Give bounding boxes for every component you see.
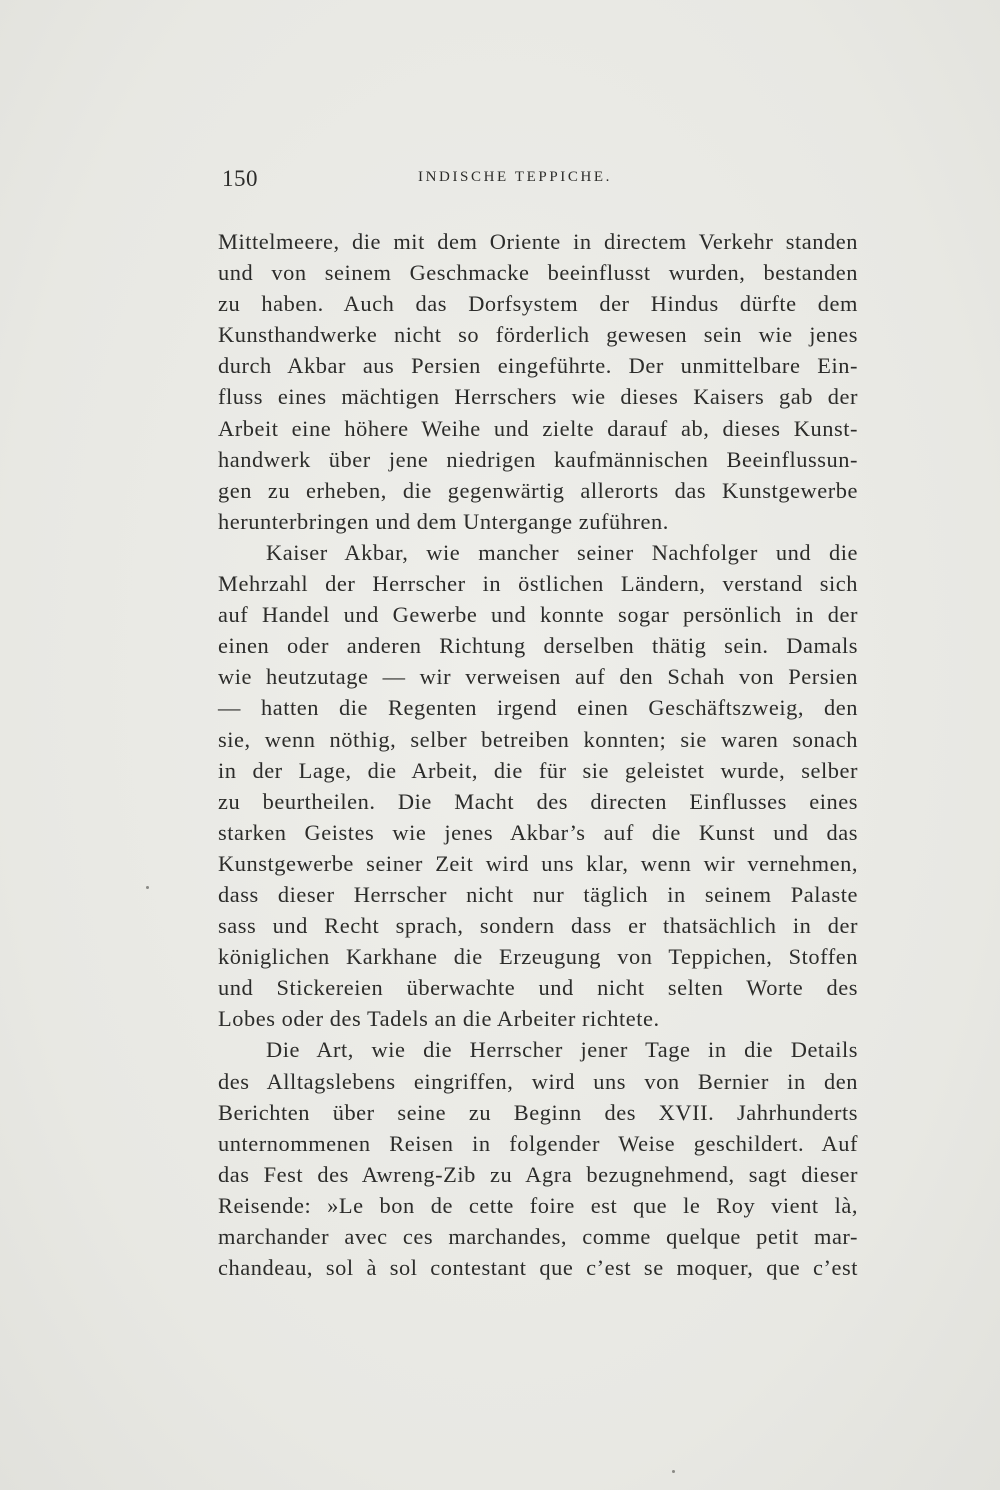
text-line: das Fest des Awreng-Zib zu Agra bezugnehmend, sagt dieser [218,1161,858,1187]
text-line: fluss eines mächtigen Herrschers wie dieses Kaisers gab der [218,384,858,410]
text-line: zu beurtheilen. Die Macht des directen Einflusses eines [218,788,858,814]
text-line: Mittelmeere, die mit dem Oriente in directem Verkehr standen [218,229,858,254]
body-text [218,226,858,1283]
text-line: handwerk über jene niedrigen kaufmännischen Beeinflussun- [218,446,858,472]
text-line: zu haben. Auch das Dorfsystem der Hindus dürfte dem [218,291,858,317]
text-line: Die Art, wie die Herrscher jener Tage in die Details [266,1037,858,1063]
paragraph [218,226,858,537]
text-line: gen zu erheben, die gegenwärtig allerorts das Kunstgewerbe [218,477,858,503]
text-line: und Stickereien überwachte und nicht selten Worte des [218,975,858,1001]
paragraph [218,537,858,1035]
text-line: starken Geistes wie jenes Akbar’s auf die Kunst und das [218,819,858,845]
running-title: INDISCHE TEPPICHE. [418,169,613,185]
text-line: königlichen Karkhane die Erzeugung von Teppichen, Stoffen [218,944,858,970]
paper-speck [672,1470,675,1473]
text-line: in der Lage, die Arbeit, die für sie geleistet wurde, selber [218,757,858,783]
text-line: Berichten über seine zu Beginn des XVII. Jahrhunderts [218,1099,858,1125]
text-line: des Alltagslebens eingriffen, wird uns von Bernier in den [218,1068,858,1094]
text-line: wie heutzutage — wir verweisen auf den Schah von Persien [218,664,858,690]
paragraph [218,1034,858,1283]
text-line: unternommenen Reisen in folgender Weise geschildert. Auf [218,1130,858,1156]
paper-speck [146,886,149,889]
text-line: sie, wenn nöthig, selber betreiben konnten; sie waren sonach [218,726,858,752]
text-line: chandeau, sol à sol contestant que c’est se moquer, que c’est [218,1255,858,1281]
text-line: Kaiser Akbar, wie mancher seiner Nachfolger und die [266,539,858,565]
text-line: — hatten die Regenten irgend einen Geschäftszweig, den [218,695,858,721]
text-line: Kunstgewerbe seiner Zeit wird uns klar, wenn wir vernehmen, [218,850,858,876]
text-line: Reisende: »Le bon de cette foire est que le Roy vient là, [218,1192,858,1218]
text-line: einen oder anderen Richtung derselben thätig sein. Damals [218,633,858,659]
text-line: und von seinem Geschmacke beeinflusst wurden, bestanden [218,260,858,286]
text-line: sass und Recht sprach, sondern dass er thatsächlich in der [218,913,858,939]
text-line: Kunsthandwerke nicht so förderlich gewesen sein wie jenes [218,322,858,348]
text-line: Arbeit eine höhere Weihe und zielte darauf ab, dieses Kunst- [218,415,858,441]
text-line: herunterbringen und dem Untergange zuführen. [218,508,669,534]
text-line: Lobes oder des Tadels an die Arbeiter richtete. [218,1006,660,1032]
text-line: durch Akbar aus Persien eingeführte. Der unmittelbare Ein- [218,353,858,379]
page-header [222,166,858,196]
text-line: marchander avec ces marchandes, comme quelque petit mar- [218,1224,858,1249]
text-line: dass dieser Herrscher nicht nur täglich in seinem Palaste [218,881,858,907]
text-line: Mehrzahl der Herrscher in östlichen Ländern, verstand sich [218,571,858,597]
page-number: 150 [222,166,258,191]
text-line: auf Handel und Gewerbe und konnte sogar persönlich in der [218,602,858,628]
